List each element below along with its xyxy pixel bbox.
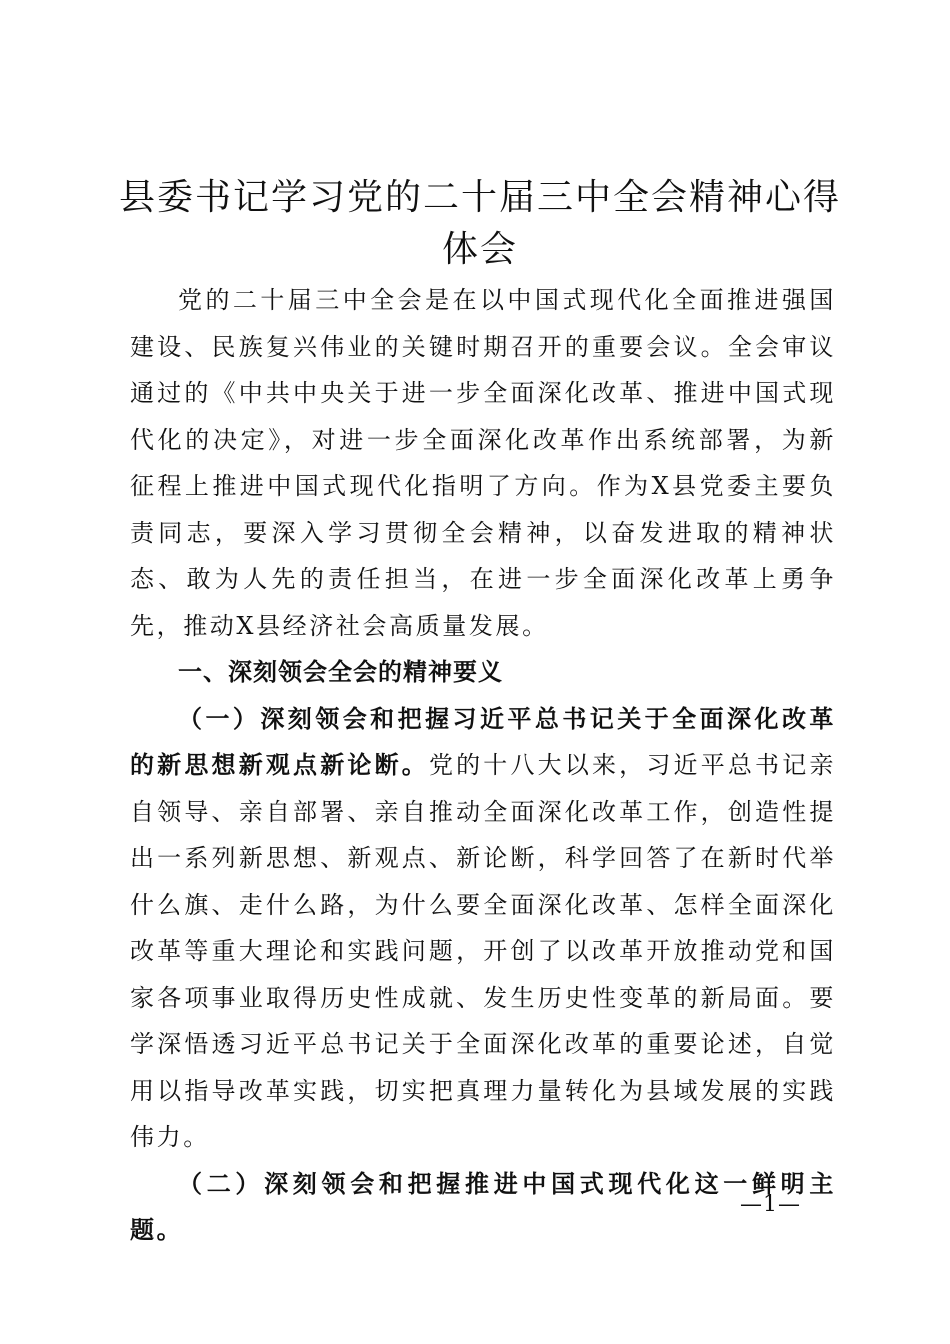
section-1-body: 党的十八大以来，习近平总书记亲自领导、亲自部署、亲自推动全面深化改革工作，创造性提出一系列新思想、新观点、新论断，科学回答了在新时代举什么旗、走什么路，为什么要全面深化改革、怎样全面深化改革等重大理论和实践问题，开创了以改革开放推动党和国家各项事业取得历史性成就、发生历史性变革的新局面。要学深悟透习近平总书记关于全面深化改革的重要论述，自觉用以指导改革实践，切实把真理力量转化为县域发展的实践伟力。 bbox=[130, 751, 836, 1151]
document-title: 县委书记学习党的二十届三中全会精神心得体会 bbox=[118, 177, 841, 270]
intro-paragraph: 党的二十届三中全会是在以中国式现代化全面推进强国建设、民族复兴伟业的关键时期召开的重要会议。全会审议通过的《中共中央关于进一步全面深化改革、推进中国式现代化的决定》，对进一步全面深化改革作出系统部署，为新征程上推进中国式现代化指明了方向。作为X县党委主要负责同志，要深入学习贯彻全会精神，以奋发进取的精神状态、敢为人先的责任担当，在进一步全面深化改革上勇争先，推动X县经济社会高质量发展。 bbox=[130, 286, 836, 640]
document-body bbox=[130, 277, 836, 1254]
section-2-paragraph bbox=[130, 1161, 836, 1254]
page-number: —1— bbox=[740, 1192, 801, 1217]
heading-1: 一、深刻领会全会的精神要义 bbox=[178, 658, 503, 686]
section-2-title: （二）深刻领会和把握推进中国式现代化这一鲜明主题。 bbox=[130, 1168, 836, 1244]
section-1-title: （一）深刻领会和把握习近平总书记关于全面深化改革的新思想新观点新论断。 bbox=[130, 703, 836, 779]
section-1-paragraph bbox=[130, 696, 836, 1161]
